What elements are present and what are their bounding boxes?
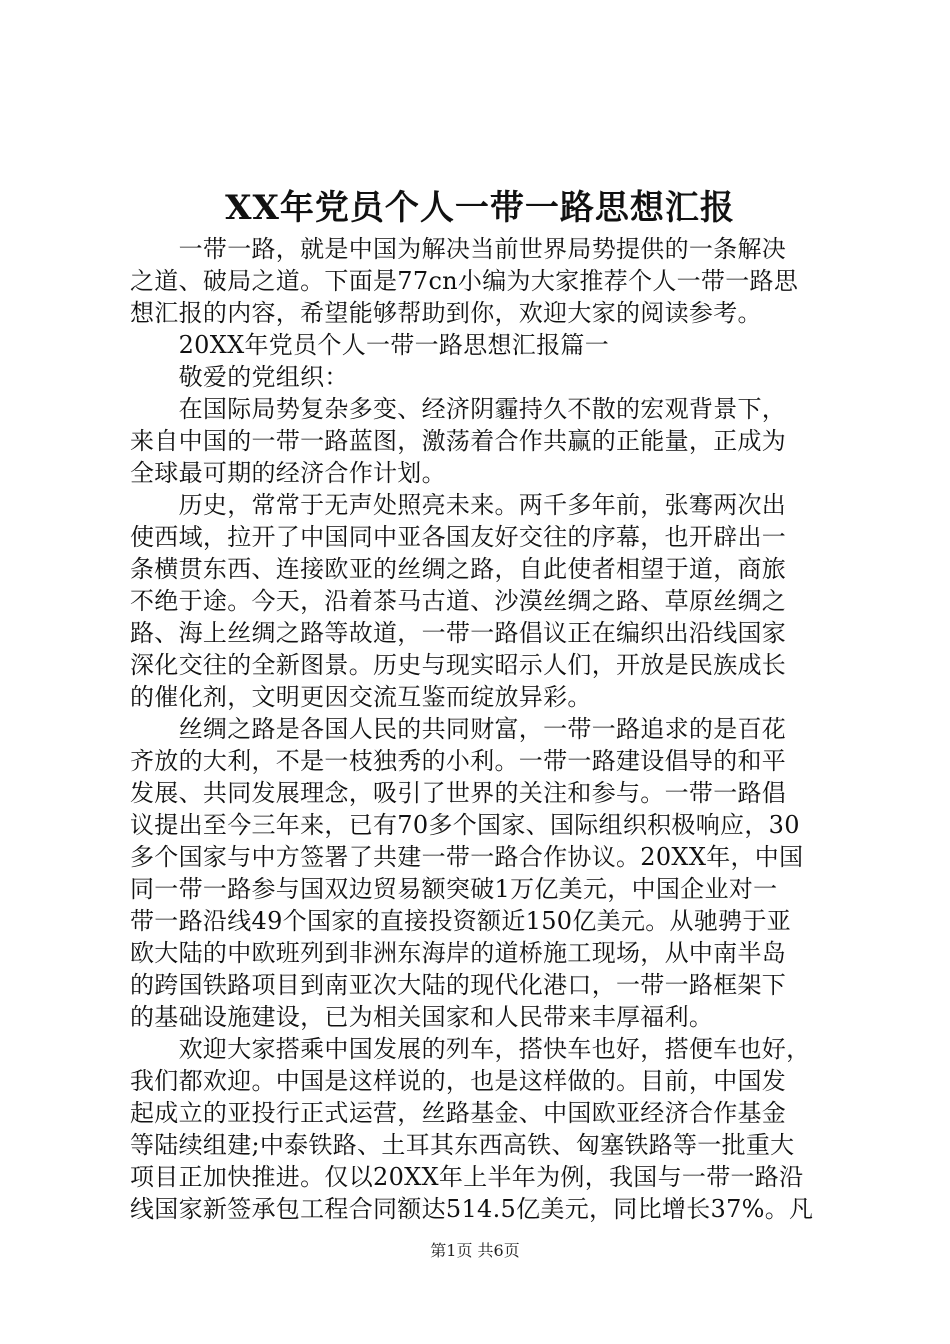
document-title: XX年党员个人一带一路思想汇报 [225, 188, 735, 228]
body-line: 的基础设施建设，已为相关国家和人民带来丰厚福利。 [130, 1003, 714, 1031]
body-line: 发展、共同发展理念，吸引了世界的关注和参与。一带一路倡 [130, 779, 787, 807]
body-line: 线国家新签承包工程合同额达514.5亿美元，同比增长37%。凡 [130, 1195, 814, 1223]
body-line: 等陆续组建;中泰铁路、土耳其东西高铁、匈塞铁路等一批重大 [130, 1131, 795, 1159]
body-line: 来自中国的一带一路蓝图，激荡着合作共赢的正能量，正成为 [130, 427, 787, 455]
body-line: 使西域，拉开了中国同中亚各国友好交往的序幕，也开辟出一 [130, 523, 787, 551]
body-line: 一带一路，就是中国为解决当前世界局势提供的一条解决 [130, 235, 787, 263]
body-line: 起成立的亚投行正式运营，丝路基金、中国欧亚经济合作基金 [130, 1099, 787, 1127]
body-line: 带一路沿线49个国家的直接投资额近150亿美元。从驰骋于亚 [130, 907, 792, 935]
section-heading: 20XX年党员个人一带一路思想汇报篇一 [130, 331, 610, 359]
body-line: 项目正加快推进。仅以20XX年上半年为例，我国与一带一路沿 [130, 1163, 804, 1191]
body-line: 欧大陆的中欧班列到非洲东海岸的道桥施工现场，从中南半岛 [130, 939, 787, 967]
body-line: 路、海上丝绸之路等故道，一带一路倡议正在编织出沿线国家 [130, 619, 787, 647]
body-line: 齐放的大利，不是一枝独秀的小利。一带一路建设倡导的和平 [130, 747, 787, 775]
body-line: 欢迎大家搭乘中国发展的列车，搭快车也好，搭便车也好， [130, 1035, 811, 1063]
body-line: 我们都欢迎。中国是这样说的，也是这样做的。目前，中国发 [130, 1067, 787, 1095]
body-line: 的催化剂，文明更因交流互鉴而绽放异彩。 [130, 683, 592, 711]
body-line: 历史，常常于无声处照亮未来。两千多年前，张骞两次出 [130, 491, 787, 519]
document-body [130, 233, 830, 1225]
salutation: 敬爱的党组织： [130, 363, 349, 391]
body-line: 在国际局势复杂多变、经济阴霾持久不散的宏观背景下， [130, 395, 787, 423]
body-line: 不绝于途。今天，沿着茶马古道、沙漠丝绸之路、草原丝绸之 [130, 587, 787, 615]
body-line: 条横贯东西、连接欧亚的丝绸之路，自此使者相望于道，商旅 [130, 555, 787, 583]
body-line: 想汇报的内容，希望能够帮助到你，欢迎大家的阅读参考。 [130, 299, 762, 327]
body-line: 同一带一路参与国双边贸易额突破1万亿美元，中国企业对一 [130, 875, 778, 903]
page-number-footer: 第1页 共6页 [430, 1241, 520, 1260]
body-line: 之道、破局之道。下面是77cn小编为大家推荐个人一带一路思 [130, 267, 799, 295]
body-line: 议提出至今三年来，已有70多个国家、国际组织积极响应，30 [130, 811, 800, 839]
body-line: 全球最可期的经济合作计划。 [130, 459, 446, 487]
body-line: 的跨国铁路项目到南亚次大陆的现代化港口，一带一路框架下 [130, 971, 787, 999]
body-line: 多个国家与中方签署了共建一带一路合作协议。20XX年，中国 [130, 843, 804, 871]
body-line: 深化交往的全新图景。历史与现实昭示人们，开放是民族成长 [130, 651, 787, 679]
body-line: 丝绸之路是各国人民的共同财富，一带一路追求的是百花 [130, 715, 787, 743]
